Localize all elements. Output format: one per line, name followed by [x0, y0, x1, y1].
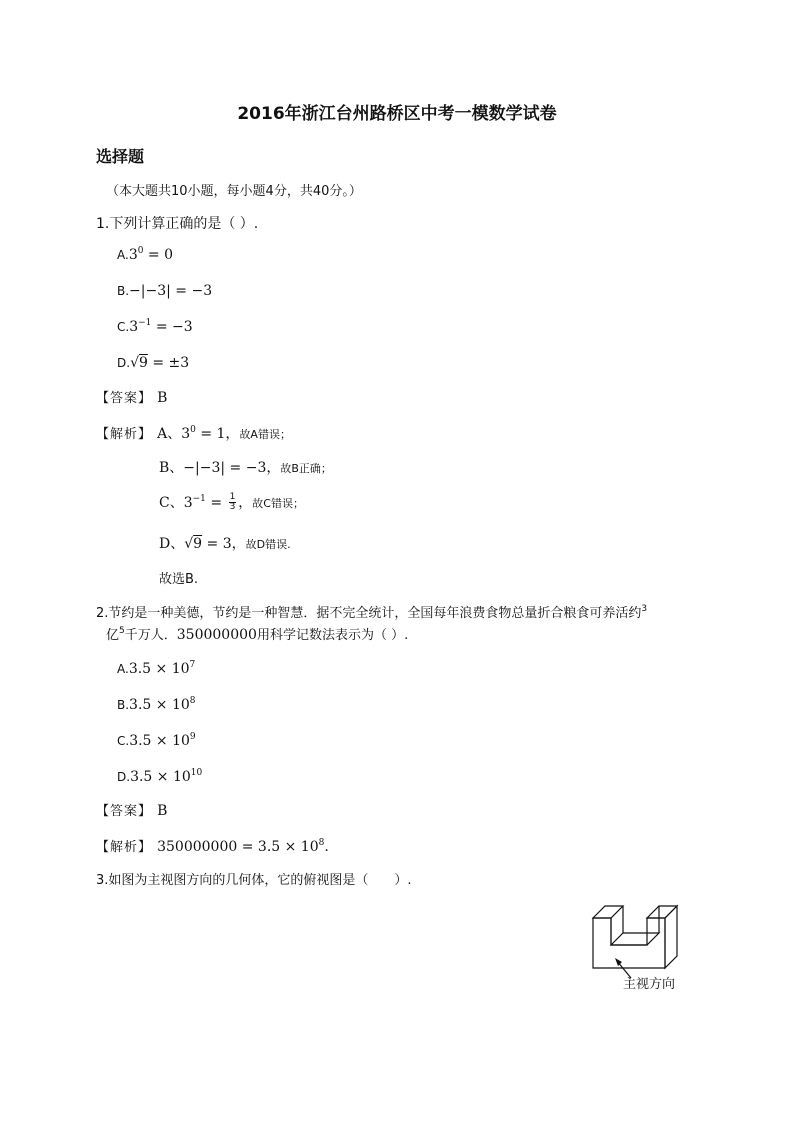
q2-option-d: $D.3.5 \times 10^{10}$ [117, 768, 203, 785]
option-letter: C. [117, 320, 130, 334]
option-letter: C. [117, 734, 130, 748]
q1-analysis-b: B、−|−3| = −3，故B正确； [159, 460, 332, 476]
analysis-tag: 【解析】 [96, 840, 153, 855]
q1-option-a [117, 244, 173, 263]
q1-answer [96, 387, 167, 406]
option-letter: B. [117, 698, 130, 712]
q2-option-c: $C.3.5 \times 10^9$ [117, 732, 196, 749]
u-shape-solid [593, 906, 677, 968]
q1-stem: 1.下列计算正确的是（ ）. [96, 216, 259, 232]
instructions: （本大题共10小题，每小题4分，共40分。） [106, 184, 362, 199]
q2-stem-line2: 亿$^5$千万人．350000000用科学记数法表示为（ ）. [106, 626, 409, 643]
q1-conclusion: 故选B. [159, 572, 199, 587]
q2-option-b: $B.3.5 \times 10^8$ [117, 696, 196, 713]
section-heading: 选择题 [96, 147, 145, 166]
figure-caption: 主视方向 [623, 977, 676, 992]
option-letter: B. [117, 284, 130, 298]
q1-option-c [117, 316, 193, 335]
q2-answer [96, 800, 167, 819]
option-math: √9 = ±3 [130, 355, 190, 371]
answer-value: B [157, 803, 168, 819]
q2-option-a: $A.3.5 \times 10^7$ [117, 660, 196, 677]
option-letter: A. [117, 248, 129, 262]
answer-tag: 【答案】 [96, 391, 153, 406]
q1-option-d [117, 352, 189, 371]
option-math: $3^0 = 0$ [128, 246, 174, 263]
option-letter: D. [117, 356, 131, 370]
answer-tag: 【答案】 [96, 804, 153, 819]
answer-value: B [157, 390, 168, 406]
option-math: $3^{-1} = -3$ [129, 318, 193, 335]
q2-stem-line1: 2.节约是一种美德，节约是一种智慧．据不完全统计，全国每年浪费食物总量折合粮食可养活约$^3$ [96, 604, 648, 621]
q1-option-b [117, 280, 212, 299]
page-title: 2016年浙江台州路桥区中考一模数学试卷 [237, 104, 557, 124]
q1-analysis-c: C、$3^{-1}$ = $\frac{1}{3}$ ，故C错误； [159, 492, 304, 512]
option-math: −|−3| = −3 [129, 283, 213, 299]
q3-figure [585, 900, 695, 995]
option-letter: A. [117, 662, 129, 676]
q3-stem: 3.如图为主视图方向的几何体，它的俯视图是（ ）. [96, 873, 412, 888]
analysis-tag: 【解析】 [96, 427, 153, 442]
q2-analysis: 【解析】 $350000000 = 3.5 \times 10^8$. [96, 838, 329, 855]
q1-analysis-d: D、√9 = 3，故D错误. [159, 536, 291, 552]
fraction: $\frac{1}{3}$ [229, 492, 236, 512]
option-letter: D. [117, 770, 131, 784]
q1-analysis-a: 【解析】 A、$3^0 = 1$，故A错误； [96, 425, 291, 442]
